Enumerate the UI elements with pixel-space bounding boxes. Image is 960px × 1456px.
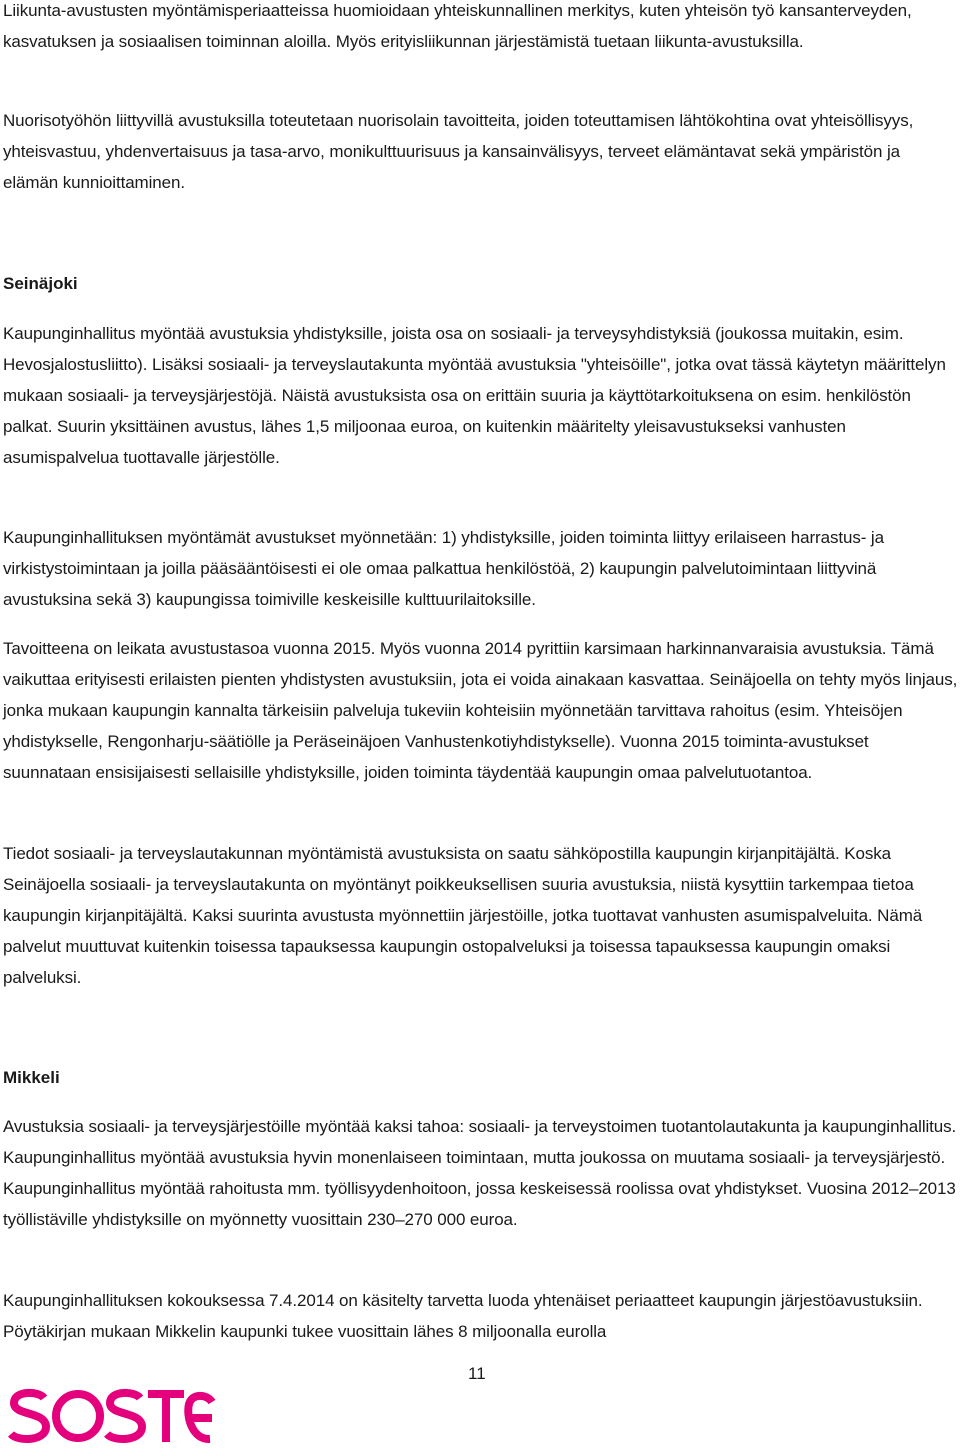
heading-seinajoki: Seinäjoki xyxy=(3,274,78,293)
paragraph-mikkeli-avustukset: Avustuksia sosiaali- ja terveysjärjestöille myöntää kaksi tahoa: sosiaali- ja terveystoimen tuotantolautakunta ja kaupunginhallitus. Kaupunginhallitus myöntää avustuksia hyvin monenlaiseen toimintaan, mutta joukossa on muutama sosiaali- ja terveysjärjestö. Kaupunginhallitus myöntää rahoitusta mm. työllisyydenhoitoon, jossa keskeisessä roolissa ovat yhdistykset. Vuosina 2012–2013 työllistäville yhdistyksille on myönnetty vuosittain 230–270 000 euroa. xyxy=(3,1117,957,1229)
paragraph-seinajoki-avustukset: Kaupunginhallitus myöntää avustuksia yhdistyksille, joista osa on sosiaali- ja terveysyhdistyksiä (joukossa muitakin, esim. Hevosjalostusliitto). Lisäksi sosiaali- ja terveyslautakunta myöntää avustuksia "yhteisöille", jotka ovat tässä käytetyn määrittelyn mukaan sosiaali- ja terveysjärjestöjä. Näistä avustuksista osa on erittäin suuria ja käyttötarkoituksena on esim. henkilöstön palkat. Suurin yksittäinen avustus, lähes 1,5 miljoonaa euroa, on kuitenkin määritelty yleisavustukseksi vanhusten asumispalvelua tuottavalle järjestölle. xyxy=(3,324,946,467)
page-number: 11 xyxy=(468,1364,486,1383)
paragraph-kaupunginhallitus-avustukset: Kaupunginhallituksen myöntämät avustukset myönnetään: 1) yhdistyksille, joiden toiminta liittyy erilaiseen harrastus- ja virkistystoimintaan ja joilla pääsääntöisesti ei ole omaa palkattua henkilöstöä, 2) kaupungin palvelutoimintaan liittyvinä avustuksina sekä 3) kaupungissa toimiville keskeisille kulttuurilaitoksille. xyxy=(3,528,884,609)
soste-logo xyxy=(6,1384,216,1446)
paragraph-tiedot-sosiaali-terveys: Tiedot sosiaali- ja terveyslautakunnan myöntämistä avustuksista on saatu sähköpostilla kaupungin kirjanpitäjältä. Koska Seinäjoella sosiaali- ja terveyslautakunta on myöntänyt poikkeuksellisen suuria avustuksia, niistä kysyttiin tarkempaa tietoa kaupungin kirjanpitäjältä. Kaksi suurinta avustusta myönnettiin järjestöille, jotka tuottavat vanhusten asumispalveluita. Nämä palvelut muuttuvat kuitenkin toisessa tapauksessa kaupungin ostopalveluksi ja toisessa tapauksessa kaupungin omaksi palveluksi. xyxy=(3,844,923,987)
paragraph-liikunta-avustukset: Liikunta-avustusten myöntämisperiaatteissa huomioidaan yhteiskunnallinen merkitys, kuten yhteisön työ kansanterveyden, kasvatuksen ja sosiaalisen toiminnan aloilla. Myös erityisliikunnan järjestämistä tuetaan liikunta-avustuksilla. xyxy=(3,1,912,51)
paragraph-tavoite-leikkaus: Tavoitteena on leikata avustustasoa vuonna 2015. Myös vuonna 2014 pyrittiin karsimaan harkinnanvaraisia avustuksia. Tämä vaikuttaa erityisesti erilaisten pienten yhdistysten avustuksiin, jota ei voida ainakaan kasvattaa. Seinäjoella on tehty myös linjaus, jonka mukaan kaupungin kannalta tärkeisiin palveluja tukeviin kohteisiin myönnetään tarvittava rahoitus (esim. Yhteisöjen yhdistykselle, Rengonharju-säätiölle ja Peräseinäjoen Vanhustenkotiyhdistykselle). Vuonna 2015 toiminta-avustukset suunnataan ensisijaisesti sellaisille yhdistyksille, joiden toiminta täydentää kaupungin omaa palvelutuotantoa. xyxy=(3,639,958,782)
heading-mikkeli: Mikkeli xyxy=(3,1068,60,1087)
paragraph-mikkeli-kokous: Kaupunginhallituksen kokouksessa 7.4.2014 on käsitelty tarvetta luoda yhtenäiset periaatteet kaupungin järjestöavustuksiin. Pöytäkirjan mukaan Mikkelin kaupunki tukee vuosittain lähes 8 miljoonalla eurolla xyxy=(3,1291,923,1341)
paragraph-nuorisotyo-avustukset: Nuorisotyöhön liittyvillä avustuksilla toteutetaan nuorisolain tavoitteita, joiden toteuttamisen lähtökohtina ovat yhteisöllisyys, yhteisvastuu, yhdenvertaisuus ja tasa-arvo, monikulttuurisuus ja kansainvälisyys, terveet elämäntavat sekä ympäristön ja elämän kunnioittaminen. xyxy=(3,111,914,192)
